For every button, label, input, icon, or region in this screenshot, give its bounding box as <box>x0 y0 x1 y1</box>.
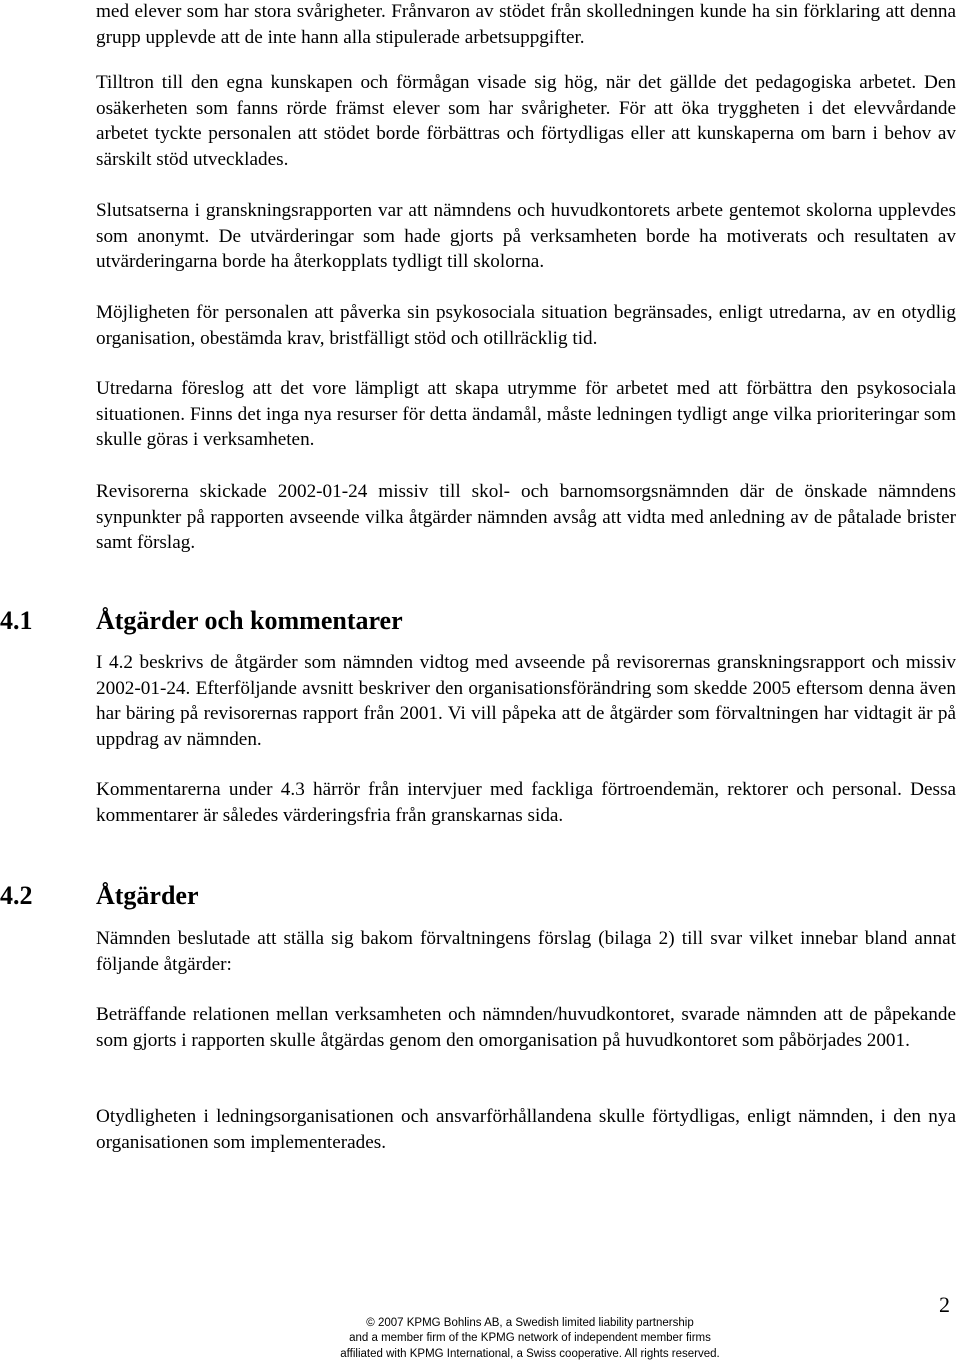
section-heading-4-2 <box>0 881 199 911</box>
body-paragraph: Revisorerna skickade 2002-01-24 missiv till skol- och barnomsorgsnämnden där de önskade nämndens synpunkter på rapporten avseende vilka åtgärder nämnden avsåg att vidta med anledning av de påtalade brister samt förslag. <box>96 481 956 553</box>
body-paragraph: Kommentarerna under 4.3 härrör från intervjuer med fackliga förtroendemän, rektorer och personal. Dessa kommentarer är således värderingsfria från granskarnas sida. <box>96 779 956 826</box>
body-paragraph: Slutsatserna i granskningsrapporten var att nämndens och huvudkontorets arbete gentemot skolorna upplevdes som anonymt. De utvärderingar som hade gjorts på verksamheten borde ha motiverats och resultaten av utvärderingarna borde ha återkopplats tydligt till skolorna. <box>96 200 956 272</box>
section-number: 4.1 <box>0 606 33 635</box>
footer-line: and a member firm of the KPMG network of independent member firms <box>349 1332 711 1345</box>
body-paragraph: Tilltron till den egna kunskapen och förmågan visade sig hög, när det gällde det pedagogiska arbetet. Den osäkerheten som fanns rörde främst elever som har svårigheter. För att öka tryggheten i det elevvårdande arbetet tyckte personalen att stödet borde förbättras och förtydligas eller att kunskaperna om barn i behov av särskilt stöd utvecklades. <box>96 72 956 170</box>
body-paragraph: Utredarna föreslog att det vore lämpligt att skapa utrymme för arbetet med att förbättra den psykosociala situationen. Finns det inga nya resurser för detta ändamål, måste ledningen tydligt ange vilka prioriteringar som skulle göras i verksamheten. <box>96 378 956 450</box>
body-paragraph: Nämnden beslutade att ställa sig bakom förvaltningens förslag (bilaga 2) till svar vilket innebar bland annat följande åtgärder: <box>96 928 956 975</box>
section-title: Åtgärder och kommentarer <box>96 606 403 635</box>
body-paragraph: med elever som har stora svårigheter. Frånvaron av stödet från skolledningen kunde ha sin förklaring att denna grupp upplevde att de inte hann alla stipulerade arbetsuppgifter. <box>96 1 956 48</box>
body-paragraph: Otydligheten i ledningsorganisationen och ansvarförhållandena skulle förtydligas, enligt nämnden, i den nya organisationen som implementerades. <box>96 1106 956 1153</box>
page-number: 2 <box>939 1292 950 1317</box>
body-paragraph: I 4.2 beskrivs de åtgärder som nämnden vidtog med avseende på revisorernas granskningsrapport och missiv 2002-01-24. Efterföljande avsnitt beskriver den organisationsförändring som skedde 2005 eftersom denna även har bäring på revisorernas rapport från 2001. Vi vill påpeka att de åtgärder som förvaltningen har vidtagit är på uppdrag av nämnden. <box>96 652 956 750</box>
copyright-footer <box>300 1316 760 1362</box>
body-paragraph: Möjligheten för personalen att påverka sin psykosociala situation begränsades, enligt utredarna, av en otydlig organisation, obestämda krav, bristfälligt stöd och otillräcklig tid. <box>96 302 956 349</box>
section-heading-4-1 <box>0 606 403 636</box>
body-paragraph: Beträffande relationen mellan verksamheten och nämnden/huvudkontoret, svarade nämnden att de påpekande som gjorts i rapporten skulle åtgärdas genom den omorganisation på huvudkontoret som påbörjades 2001. <box>96 1004 956 1051</box>
footer-line: © 2007 KPMG Bohlins AB, a Swedish limited liability partnership <box>366 1317 694 1329</box>
footer-line: affiliated with KPMG International, a Swiss cooperative. All rights reserved. <box>340 1347 720 1360</box>
section-title: Åtgärder <box>96 881 199 910</box>
section-number: 4.2 <box>0 881 33 910</box>
